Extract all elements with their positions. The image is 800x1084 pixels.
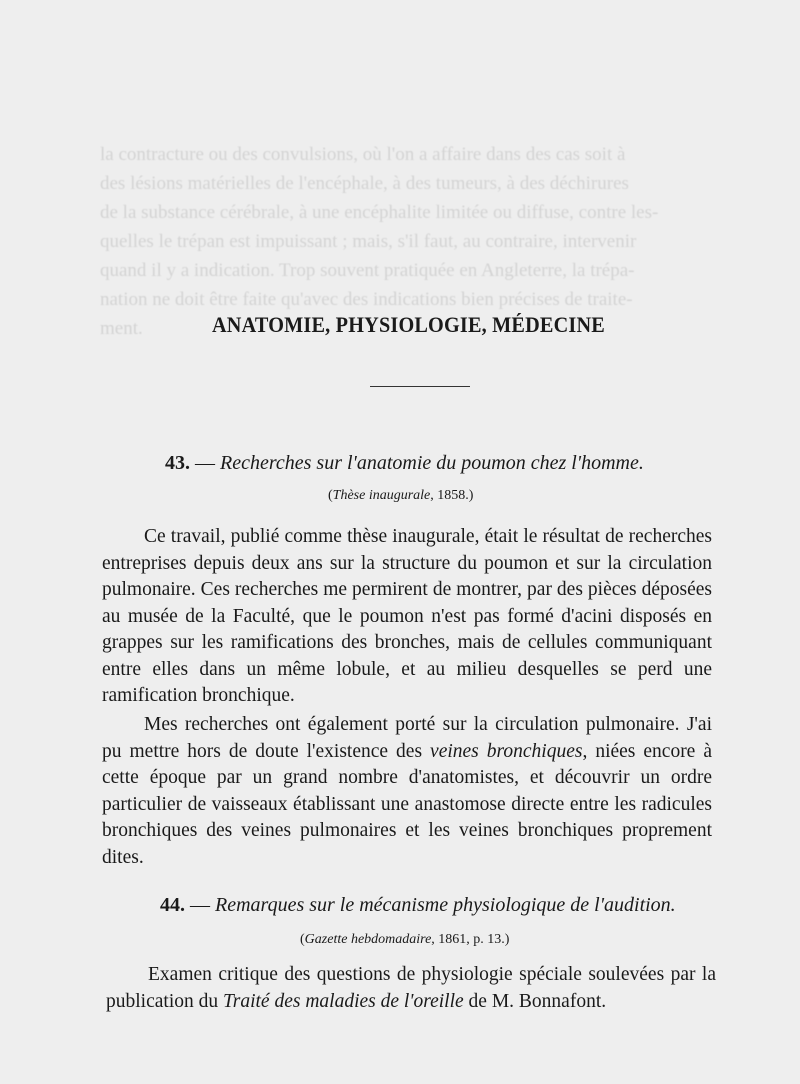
entry-number: 44. (160, 894, 185, 916)
entry-43-source: (Thèse inaugurale, 1858.) (328, 488, 474, 503)
paragraph-italic: Traité des maladies de l'oreille (222, 990, 464, 1012)
bleed-line: ment. (100, 318, 143, 339)
paragraph-italic: veines bronchiques (430, 740, 583, 762)
paragraph-text: de M. Bonnafont. (463, 990, 607, 1012)
entry-dash: — (190, 894, 210, 916)
source-details: , 1861, p. 13.) (431, 932, 510, 947)
entry-number: 43. (165, 452, 190, 474)
bleed-line: nation ne doit être faite qu'avec des indications bien précises de traite- (100, 289, 633, 310)
source-publication: Gazette hebdomadaire (304, 932, 432, 947)
entry-title: Recherches sur l'anatomie du poumon chez l'homme. (220, 452, 644, 474)
entry-44-paragraph (106, 962, 716, 1015)
bleed-line: la contracture ou des convulsions, où l'on a affaire dans des cas soit à (100, 144, 626, 165)
entry-44-source: (Gazette hebdomadaire, 1861, p. 13.) (300, 932, 510, 947)
bleed-line: quand il y a indication. Trop souvent pratiquée en Angleterre, la trépa- (100, 260, 635, 281)
source-details: , 1858.) (430, 488, 474, 503)
section-title: ANATOMIE, PHYSIOLOGIE, MÉDECINE (212, 312, 605, 337)
bleed-line: des lésions matérielles de l'encéphale, à des tumeurs, à des déchirures (100, 173, 629, 194)
paragraph-text: Examen critique des questions de physiologie spéciale soulevées par la publication du (106, 964, 716, 1012)
entry-dash: — (195, 452, 215, 474)
paragraph-text: , niées encore à cette époque par un grand nombre d'anatomistes, et découvrir un ordre particulier de vaisseaux établissant une anastomose directe entre les radicules bronchiques des veines pulmonaires et les veines bronchiques proprement dites. (102, 740, 712, 868)
paragraph-text: Mes recherches ont également porté sur la circulation pulmonaire. J'ai pu mettre hors de doute l'existence des (102, 714, 712, 762)
entry-43-paragraph-2 (102, 712, 712, 871)
entry-43-paragraph-1: Ce travail, publié comme thèse inaugurale, était le résultat de recherches entreprises depuis deux ans sur la structure du poumon et sur la circulation pulmonaire. Ces recherches me permirent de montrer, par des pièces déposées au musée de la Faculté, que le poumon n'est pas formé d'acini disposés en grappes sur les ramifications des bronches, mais de cellules communiquant entre elles dans un même lobule, et au milieu desquelles se perd une ramification bronchique. (102, 526, 712, 706)
entry-43-heading (165, 452, 644, 475)
source-publication: Thèse inaugurale (332, 488, 431, 503)
section-rule (370, 386, 470, 387)
entry-44-heading (160, 894, 676, 917)
bleed-line: de la substance cérébrale, à une encéphalite limitée ou diffuse, contre les- (100, 202, 659, 223)
entry-title: Remarques sur le mécanisme physiologique de l'audition. (215, 894, 676, 916)
bleed-line: quelles le trépan est impuissant ; mais, s'il faut, au contraire, intervenir (100, 231, 637, 252)
